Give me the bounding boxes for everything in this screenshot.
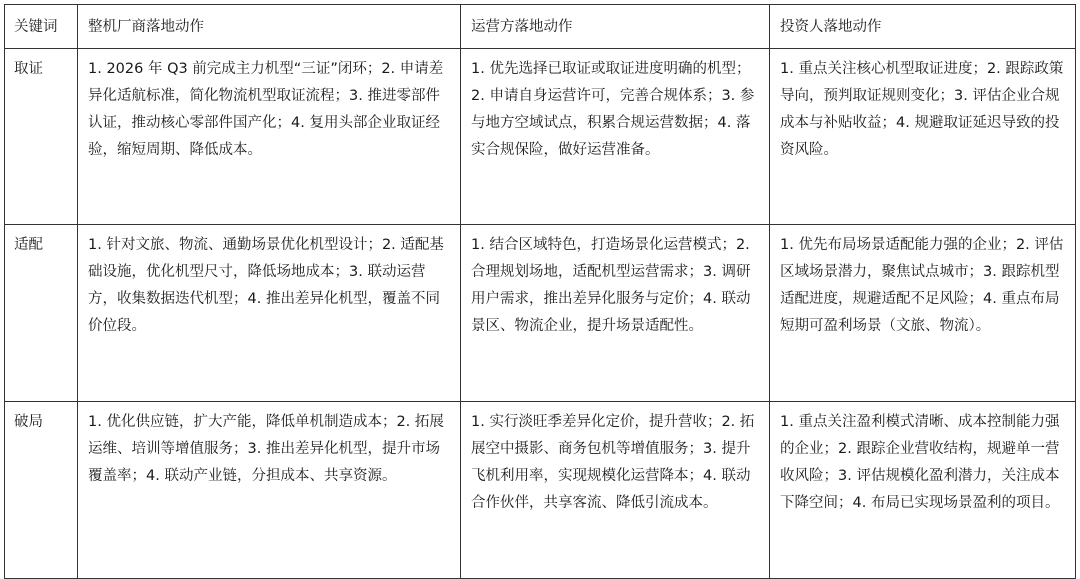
cell-investor: 1. 重点关注核心机型取证进度；2. 跟踪政策导向，预判取证规则变化；3. 评估企业合规成本与补贴收益；4. 规避取证延迟导致的投资风险。 (770, 49, 1076, 225)
table-row (5, 49, 1076, 225)
landing-actions-table (4, 4, 1076, 579)
table-row (5, 402, 1076, 579)
row-keyword: 取证 (5, 49, 78, 225)
header-keyword: 关键词 (5, 5, 78, 49)
table-row (5, 225, 1076, 402)
header-investor: 投资人落地动作 (770, 5, 1076, 49)
cell-operator: 1. 优先选择已取证或取证进度明确的机型；2. 申请自身运营许可，完善合规体系；3. 参与地方空域试点，积累合规运营数据；4. 落实合规保险，做好运营准备。 (461, 49, 770, 225)
cell-investor: 1. 重点关注盈利模式清晰、成本控制能力强的企业；2. 跟踪企业营收结构，规避单一营收风险；3. 评估规模化盈利潜力，关注成本下降空间；4. 布局已实现场景盈利的项目。 (770, 402, 1076, 579)
header-manufacturer: 整机厂商落地动作 (78, 5, 461, 49)
cell-manufacturer: 1. 针对文旅、物流、通勤场景优化机型设计；2. 适配基础设施，优化机型尺寸，降低场地成本；3. 联动运营方，收集数据迭代机型；4. 推出差异化机型，覆盖不同价位段。 (78, 225, 461, 402)
header-operator: 运营方落地动作 (461, 5, 770, 49)
landing-actions-table-container (4, 4, 1075, 579)
cell-manufacturer: 1. 优化供应链，扩大产能，降低单机制造成本；2. 拓展运维、培训等增值服务；3. 推出差异化机型，提升市场覆盖率；4. 联动产业链，分担成本、共享资源。 (78, 402, 461, 579)
cell-operator: 1. 实行淡旺季差异化定价，提升营收；2. 拓展空中摄影、商务包机等增值服务；3. 提升飞机利用率，实现规模化运营降本；4. 联动合作伙伴，共享客流、降低引流成本。 (461, 402, 770, 579)
row-keyword: 破局 (5, 402, 78, 579)
row-keyword: 适配 (5, 225, 78, 402)
table-header-row (5, 5, 1076, 49)
cell-operator: 1. 结合区域特色，打造场景化运营模式；2. 合理规划场地，适配机型运营需求；3. 调研用户需求，推出差异化服务与定价；4. 联动景区、物流企业，提升场景适配性。 (461, 225, 770, 402)
cell-manufacturer: 1. 2026 年 Q3 前完成主力机型“三证”闭环；2. 申请差异化适航标准，简化物流机型取证流程；3. 推进零部件认证，推动核心零部件国产化；4. 复用头部企业取证经验，缩短周期、降低成本。 (78, 49, 461, 225)
cell-investor: 1. 优先布局场景适配能力强的企业；2. 评估区域场景潜力，聚焦试点城市；3. 跟踪机型适配进度，规避适配不足风险；4. 重点布局短期可盈利场景（文旅、物流）。 (770, 225, 1076, 402)
